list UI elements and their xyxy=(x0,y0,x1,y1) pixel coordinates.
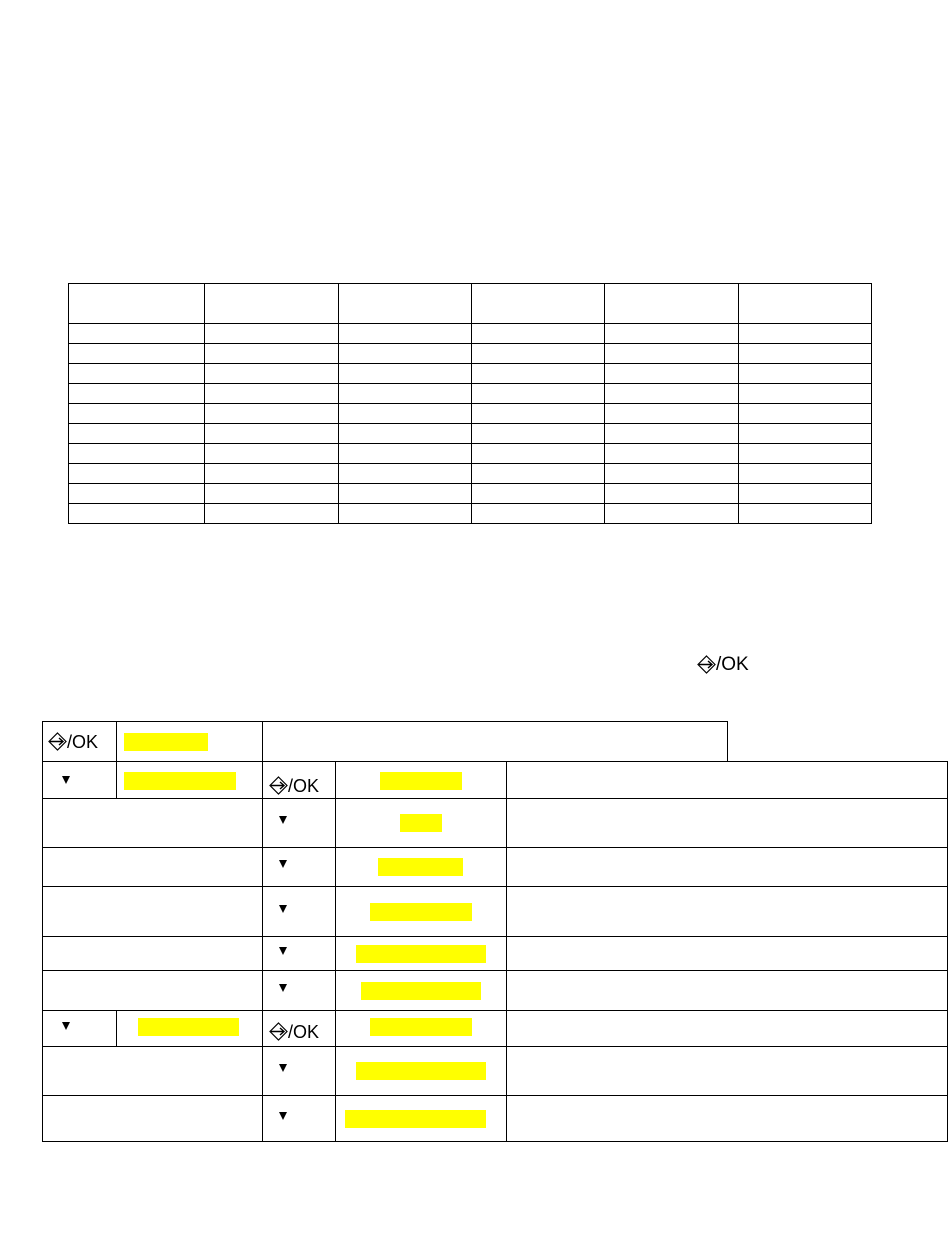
menu-cell-blank xyxy=(42,798,263,848)
table-cell xyxy=(339,364,472,384)
down-triangle-icon xyxy=(279,1064,287,1072)
table-cell xyxy=(472,484,605,504)
menu-cell-down xyxy=(262,970,336,1011)
table-cell xyxy=(339,404,472,424)
ok-key-reference xyxy=(697,655,749,674)
table-cell xyxy=(339,344,472,364)
table-cell xyxy=(339,504,472,524)
highlight-bar xyxy=(370,1018,472,1036)
table-cell xyxy=(205,384,339,404)
down-triangle-icon xyxy=(279,984,287,992)
table-cell xyxy=(339,464,472,484)
table-cell xyxy=(205,444,339,464)
table-cell xyxy=(69,404,205,424)
table-cell xyxy=(605,324,739,344)
down-triangle-icon xyxy=(279,905,287,913)
highlight-bar xyxy=(138,1018,239,1036)
menu-cell-description xyxy=(506,798,948,848)
down-triangle-icon xyxy=(62,776,70,784)
menu-cell-description xyxy=(506,970,948,1011)
table-cell xyxy=(205,404,339,424)
down-triangle-icon xyxy=(62,1022,70,1030)
menu-cell-blank xyxy=(42,1046,263,1096)
table-cell xyxy=(605,344,739,364)
menu-cell-blank xyxy=(42,936,263,971)
menu-cell-down xyxy=(262,1095,336,1142)
table-cell xyxy=(472,324,605,344)
table-cell xyxy=(339,284,472,324)
table-cell xyxy=(69,484,205,504)
table-row xyxy=(69,464,872,484)
enter-arrow-icon xyxy=(697,655,716,674)
table-cell xyxy=(472,444,605,464)
ok-label: /OK xyxy=(288,1021,320,1042)
enter-arrow-icon xyxy=(269,776,288,795)
ok-label: /OK xyxy=(288,775,320,796)
table-cell xyxy=(69,364,205,384)
table-cell xyxy=(739,484,872,504)
menu-cell-description xyxy=(262,721,728,762)
table-cell xyxy=(605,404,739,424)
table-cell xyxy=(205,324,339,344)
enter-arrow-icon xyxy=(48,732,67,751)
menu-cell-down xyxy=(42,1010,117,1047)
table-cell xyxy=(205,464,339,484)
table-cell xyxy=(69,384,205,404)
table-cell xyxy=(205,424,339,444)
table-cell xyxy=(472,424,605,444)
table-cell xyxy=(605,464,739,484)
highlight-bar xyxy=(361,982,481,1000)
table-cell xyxy=(739,504,872,524)
menu-cell-description xyxy=(506,1046,948,1096)
highlight-bar xyxy=(378,858,463,876)
table-cell xyxy=(339,444,472,464)
table-cell xyxy=(69,324,205,344)
ok-key xyxy=(269,776,319,795)
menu-cell-blank xyxy=(42,970,263,1011)
table-row xyxy=(69,384,872,404)
table-cell xyxy=(739,344,872,364)
menu-cell-down xyxy=(262,1046,336,1096)
menu-cell-description xyxy=(506,1010,948,1047)
down-triangle-icon xyxy=(279,947,287,955)
down-triangle-icon xyxy=(279,816,287,824)
menu-cell-blank xyxy=(42,1095,263,1142)
menu-cell-blank xyxy=(42,886,263,937)
menu-cell-description xyxy=(506,761,948,799)
menu-cell-down xyxy=(42,761,117,799)
table-cell xyxy=(605,364,739,384)
down-triangle-icon xyxy=(279,1112,287,1120)
table-cell xyxy=(69,424,205,444)
highlight-bar xyxy=(356,945,486,963)
table-cell xyxy=(472,464,605,484)
menu-cell-description xyxy=(506,847,948,887)
table-cell xyxy=(205,504,339,524)
table-cell xyxy=(739,324,872,344)
menu-cell-description xyxy=(506,936,948,971)
table-cell xyxy=(69,344,205,364)
highlight-bar xyxy=(380,772,462,790)
table-row xyxy=(69,404,872,424)
table-cell xyxy=(472,284,605,324)
highlight-bar xyxy=(124,733,208,751)
table-cell xyxy=(739,284,872,324)
highlight-bar xyxy=(345,1110,486,1128)
menu-cell-blank xyxy=(42,847,263,887)
enter-arrow-icon xyxy=(269,1022,288,1041)
table-row xyxy=(69,484,872,504)
table-cell xyxy=(739,364,872,384)
table-cell xyxy=(69,284,205,324)
table-header-row xyxy=(69,284,872,324)
table-cell xyxy=(739,464,872,484)
table-cell xyxy=(69,464,205,484)
menu-cell-down xyxy=(262,936,336,971)
highlight-bar xyxy=(124,772,236,790)
table-cell xyxy=(472,404,605,424)
table-row xyxy=(69,364,872,384)
table-cell xyxy=(605,284,739,324)
table-row xyxy=(69,324,872,344)
table-cell xyxy=(739,424,872,444)
table-cell xyxy=(605,424,739,444)
table-row xyxy=(69,504,872,524)
ok-key xyxy=(48,732,98,751)
table-cell xyxy=(472,384,605,404)
table-cell xyxy=(205,284,339,324)
down-triangle-icon xyxy=(279,860,287,868)
highlight-bar xyxy=(370,903,472,921)
table-cell xyxy=(739,404,872,424)
ok-label: /OK xyxy=(716,654,749,675)
ok-key xyxy=(269,1022,319,1041)
menu-cell-down xyxy=(262,798,336,848)
table-cell xyxy=(605,384,739,404)
menu-cell-down xyxy=(262,886,336,937)
table-cell xyxy=(472,364,605,384)
table-cell xyxy=(605,484,739,504)
table-cell xyxy=(69,444,205,464)
table-cell xyxy=(605,504,739,524)
table-cell xyxy=(339,384,472,404)
menu-cell-description xyxy=(506,886,948,937)
table-cell xyxy=(339,424,472,444)
menu-cell-down xyxy=(262,847,336,887)
table-cell xyxy=(205,364,339,384)
table-cell xyxy=(69,504,205,524)
table-cell xyxy=(339,484,472,504)
table-cell xyxy=(472,344,605,364)
table-cell xyxy=(472,504,605,524)
highlight-bar xyxy=(356,1062,486,1080)
table-cell xyxy=(205,344,339,364)
menu-cell-description xyxy=(506,1095,948,1142)
table-cell xyxy=(605,444,739,464)
ok-label: /OK xyxy=(67,731,99,752)
table-cell xyxy=(339,324,472,344)
table-cell xyxy=(739,444,872,464)
table-row xyxy=(69,444,872,464)
table-row xyxy=(69,424,872,444)
table-row xyxy=(69,344,872,364)
data-table xyxy=(68,283,872,524)
highlight-bar xyxy=(400,814,442,832)
table-cell xyxy=(205,484,339,504)
table-cell xyxy=(739,384,872,404)
